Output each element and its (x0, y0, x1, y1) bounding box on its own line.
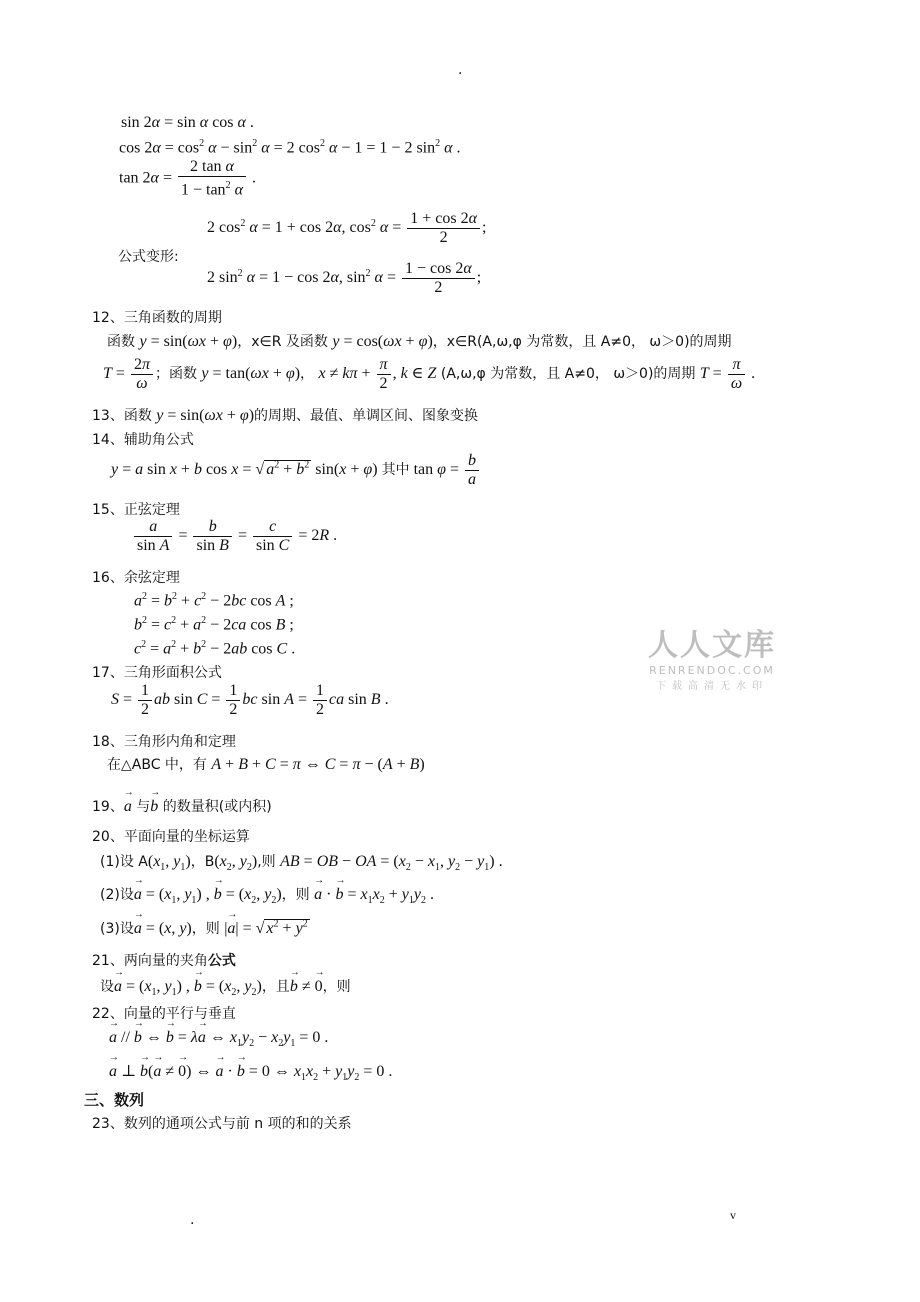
sec18-text: 在△ABC 中，有 (107, 757, 207, 773)
formula-cosine-b: $b^2 = c^2 + a^2 - 2ca$ cos B ; (134, 615, 294, 634)
section-20-item2: (2)设→ $a = (x_1$, $y_1$) , → $b = (x_2$, $y_2$)，则 → a · → $b = x_1x_2 + y_1y_2$ . (100, 884, 434, 906)
section-22-heading: 22、向量的平行与垂直 (92, 1006, 236, 1022)
formula-sine-rule: $\frac{a}{\text{sin A}}$ = $\frac{b}{\text{sin B}}$ = $\frac{c}{\text{sin C}}$ = 2R . (132, 518, 337, 555)
sec13-suffix: 的周期、最值、单调区间、图象变换 (254, 408, 479, 424)
footer-dot: . (190, 1212, 195, 1228)
sec20-3: (3)设 (100, 921, 134, 937)
text-semicolon-func: ；函数 (154, 366, 197, 383)
sec20-3b: ，则 (191, 921, 220, 937)
part-3-heading: 三、数列 (84, 1091, 145, 1109)
section-12-line2: T = $\frac{2\pi}{\omega}$ ；函数 y = tan(ωx + φ)， x ≠ kπ + $\frac{\pi}{2}$ , k ∈ Z (A,ω,φ 为常数，且 A≠0， ω＞0)的周期 T = $\frac{\pi}{\omega}$ . (103, 356, 756, 392)
text-xinr2: ，x∈R(A,ω,φ 为常数，且 A≠0， ω＞0)的周期 (432, 334, 732, 350)
section-18-body: 在△ABC 中，有 A + B + C = π ⇔ C = π − (A + B) (107, 756, 425, 773)
text-const2: (A,ω,φ 为常数，且 A≠0， ω＞0)的周期 (440, 366, 696, 383)
footer-page-letter: v (730, 1208, 736, 1222)
formula-perpendicular: → a ⊥ → b(→ a ≠ → 0) ⇔ → a · → b = 0 ⇔ $x_1x_2 + y_1y_2 = 0$ . (109, 1061, 392, 1083)
formula-cos2a: $\cos 2\alpha = \cos^2 \alpha - \sin^2 \alpha = 2$ $\cos^2 \alpha - 1 = 1 - 2$ $\sin^2 \alpha$ . (119, 138, 461, 157)
section-15-heading: 15、正弦定理 (92, 502, 180, 518)
section-12-line1: 函数 y = sin(ωx + φ)，x∈R 及函数 y = cos(ωx + φ)，x∈R(A,ω,φ 为常数，且 A≠0， ω＞0)的周期 (107, 333, 732, 350)
text-func: 函数 (107, 334, 135, 350)
section-19-heading: 19、→ a 与→ b 的数量积(或内积) (92, 796, 272, 816)
section-12-heading: 12、三角函数的周期 (92, 310, 222, 326)
sec21-bold: 公式 (207, 953, 236, 969)
section-20-heading: 20、平面向量的坐标运算 (92, 829, 250, 845)
section-23-heading: 23、数列的通项公式与前 n 项的和的关系 (92, 1116, 352, 1132)
sec20-1: (1)设 A (100, 854, 148, 870)
formula-auxiliary-angle: y = a sin x + b cos x = √ $a^2 + b^2$ sin(x + φ) 其中 tan φ = $\frac{b}{a}$ (111, 452, 481, 489)
formula-cosine-a: $a^2 = b^2 + c^2 - 2bc$ cos A ; (134, 591, 294, 610)
section-18-heading: 18、三角形内角和定理 (92, 734, 236, 750)
sec20-2: (2)设 (100, 887, 134, 903)
sec21-b: ，且 (261, 979, 290, 995)
sec20-1c: ,则 (257, 854, 276, 870)
section-17-heading: 17、三角形面积公式 (92, 665, 222, 681)
formula-tan2a: tan 2α = $\frac{\text{2 tan α}}{1 - \tan^2 \alpha}$ . (119, 158, 256, 199)
watermark-logo (648, 620, 776, 692)
sec19-num: 19、 (92, 799, 124, 815)
section-14-heading: 14、辅助角公式 (92, 432, 194, 448)
formula-sin2a: sin 2α = sin α cos α . (121, 114, 254, 131)
sec21-prefix: 21、两向量的夹角 (92, 953, 208, 969)
sec19-and: 与 (136, 799, 151, 815)
sec20-1b: ，B (190, 854, 215, 870)
section-20-item3: (3)设→ a = (x, y)，则 |→ a| = √ $x^2 + y^2$ (100, 918, 310, 938)
formula-variant-1: 2 $\cos^2 \alpha = 1 + \cos 2\alpha$, $\cos^2 \alpha$ = $\frac{1 + \cos 2\alpha}{2}$ ; (207, 210, 487, 246)
sec13-prefix: 13、函数 (92, 408, 152, 424)
sec19-text: 的数量积(或内积) (162, 799, 272, 815)
watermark-domain: RENRENDOC.COM (649, 664, 775, 677)
sec20-2b: ，则 (281, 887, 310, 903)
formula-parallel: → a // → b ⇔ → b = λ→ a ⇔ $x_1y_2 - x_2y_1 = 0$ . (109, 1029, 328, 1049)
sec21-a: 设 (100, 979, 114, 995)
header-dot: . (458, 62, 463, 78)
text-xinr: ，x∈R 及函数 (237, 334, 328, 350)
formula-variant-2: 2 $\sin^2 \alpha = 1 - \cos 2\alpha$, $\sin^2 \alpha$ = $\frac{1 - \cos 2\alpha}{2}$ ; (207, 260, 482, 296)
section-13-heading: 13、函数 y = sin(ωx + φ)的周期、最值、单调区间、图象变换 (92, 407, 479, 424)
watermark-title: 人人文库 (648, 628, 776, 663)
watermark-tagline: 下载高清无水印 (656, 681, 768, 692)
formula-triangle-area: S = $\frac{1}{2}$ ab sin C = $\frac{1}{2}$ bc sin A = $\frac{1}{2}$ ca sin B . (111, 682, 389, 718)
section-16-heading: 16、余弦定理 (92, 570, 180, 586)
sec21-c: ，则 (322, 979, 351, 995)
text-where: 其中 (381, 462, 410, 479)
section-21-body: 设→ $a = (x_1$, $y_1$) , → $b = (x_2$, $y_2$)，且→ b ≠ → 0，则 (100, 976, 351, 998)
formula-variant-label: 公式变形: (118, 249, 179, 265)
section-20-item1: (1)设 $A(x_1$, $y_1$)，$B(x_2$, $y_2$),则 AB = OB − OA = ($x_2 - x_1$, $y_2 - y_1$) . (100, 853, 503, 874)
formula-cosine-c: $c^2 = a^2 + b^2 - 2ab$ cos C . (134, 639, 296, 658)
